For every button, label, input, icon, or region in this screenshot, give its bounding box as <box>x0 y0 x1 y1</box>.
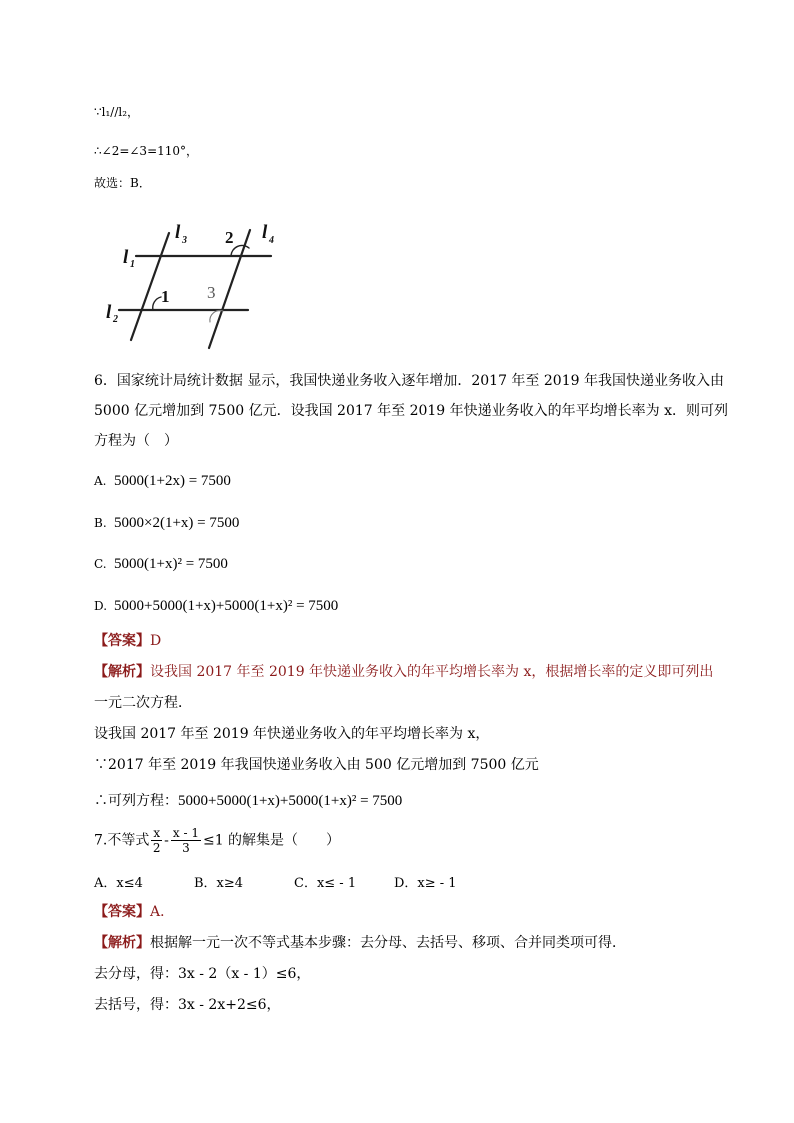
fraction-x-minus-1-over-3: $\frac{x - 1}{3}$ <box>172 826 199 855</box>
q6-analysis-line5: ∴可列方程：5000+5000(1+x)+5000(1+x)² = 7500 <box>94 793 403 809</box>
q6-option-b: B. 5000×2(1+x) = 7500 <box>94 515 240 531</box>
angle-2-label: 2 <box>225 228 234 247</box>
q6-answer <box>94 634 161 648</box>
parallel-lines-figure <box>103 218 283 353</box>
q6-option-c: C. 5000(1+x)² = 7500 <box>94 556 228 572</box>
q6-stem-line2: 5000 亿元增加到 7500 亿元．设我国 2017 年至 2019 年快递业务收入的年平均增长率为 x．则可列 <box>94 403 729 419</box>
answer-tag: 【答案】 <box>94 633 150 649</box>
angle-1-arc <box>153 297 161 310</box>
q6-stem-line1: 6．国家统计局统计数据 显示，我国快递业务收入逐年增加．2017 年至 2019 年我国快递业务收入由 <box>94 373 724 389</box>
q7-option-a: A．x≤4 <box>94 876 143 891</box>
because-l1-parallel-l2: ∵l₁//l₂， <box>94 105 140 119</box>
q6-analysis-line3: 设我国 2017 年至 2019 年快递业务收入的年平均增长率为 x， <box>94 726 490 742</box>
q7-answer: 【答案】A． <box>94 904 175 920</box>
angle-2-arc <box>231 245 249 256</box>
choice-line: 故选：B． <box>94 176 151 190</box>
svg-text:3: 3 <box>182 235 187 246</box>
q7-option-b: B．x≥4 <box>194 876 244 891</box>
q7-analysis-line1: 【解析】根据解一元一次不等式基本步骤：去分母、去括号、移项、合并同类项可得． <box>94 935 626 951</box>
fraction-x-over-2: $\frac{x}{2}$ <box>152 826 161 855</box>
q7-step1: 去分母，得：3x - 2（x - 1）≤6， <box>94 966 311 982</box>
therefore-angles-equal: ∴∠2=∠3=110°， <box>94 144 199 158</box>
q6-analysis-line1: 【解析】设我国 2017 年至 2019 年快递业务收入的年平均增长率为 x，根据增长率的定义即可列出 <box>94 664 714 680</box>
label-l4: l <box>262 222 268 243</box>
angle-3-label: 3 <box>207 283 216 302</box>
analysis-tag: 【解析】 <box>94 664 150 680</box>
answer-value: D <box>150 633 162 649</box>
svg-text:1: 1 <box>130 259 135 270</box>
q6-analysis-line4: ∵2017 年至 2019 年我国快递业务收入由 500 亿元增加到 7500 亿元 <box>94 757 539 773</box>
angle-1-label: 1 <box>161 287 170 306</box>
label-l1: l <box>123 247 129 268</box>
q7-step2: 去括号，得：3x - 2x+2≤6， <box>94 997 281 1013</box>
q6-stem-line3: 方程为（ ） <box>94 433 178 449</box>
svg-text:4: 4 <box>269 235 274 246</box>
q6-option-d: D. 5000+5000(1+x)+5000(1+x)² = 7500 <box>94 598 339 614</box>
label-l2: l <box>106 302 112 323</box>
label-l3: l <box>175 222 181 243</box>
q7-options <box>94 874 494 890</box>
q6-analysis-line2: 一元二次方程． <box>94 695 192 711</box>
q7-option-d: D．x≥ - 1 <box>394 876 457 891</box>
q7-option-c: C．x≤ - 1 <box>294 876 357 891</box>
q6-option-a: A. 5000(1+2x) = 7500 <box>94 473 231 489</box>
q7-stem: 7.不等式 $\frac{x}{2}$ - $\frac{x - 1}{3}$ ≤1 的解集是（ ） <box>94 826 341 855</box>
svg-text:2: 2 <box>113 314 118 325</box>
